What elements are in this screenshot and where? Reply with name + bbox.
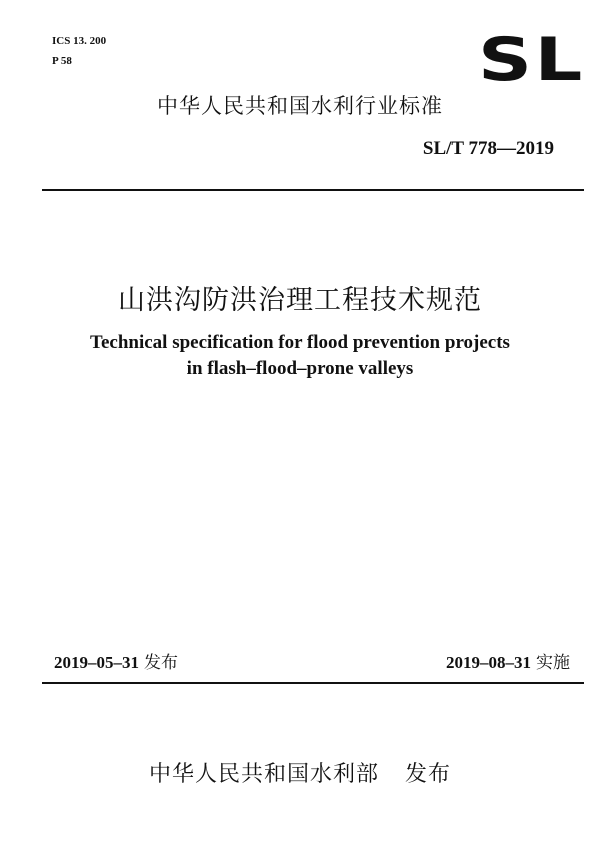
issue-label: 发布 [144, 653, 178, 673]
document-title-english [0, 330, 600, 382]
sl-logo: SL [478, 25, 585, 95]
document-title-chinese: 山洪沟防洪治理工程技术规范 [118, 285, 482, 316]
bottom-divider [42, 682, 584, 684]
issue-date-value: 2019–05–31 [54, 653, 139, 672]
effective-date-value: 2019–08–31 [446, 653, 531, 672]
effective-label: 实施 [536, 653, 570, 673]
publisher-name: 中华人民共和国水利部 [148, 762, 379, 787]
effective-date [446, 648, 570, 673]
title-english-line1: Technical specification for flood prevention projects [90, 332, 510, 353]
standard-code: SL/T 778—2019 [422, 138, 554, 159]
top-divider [42, 189, 584, 191]
standard-category: 中华人民共和国水利行业标准 [157, 94, 443, 118]
issue-date [54, 648, 178, 673]
title-english-line2: in flash–flood–prone valleys [186, 358, 414, 379]
publisher-action: 发布 [405, 762, 452, 787]
publisher [0, 757, 600, 788]
classification-code: P 58 [52, 55, 72, 67]
ics-code: ICS 13. 200 [52, 35, 107, 47]
